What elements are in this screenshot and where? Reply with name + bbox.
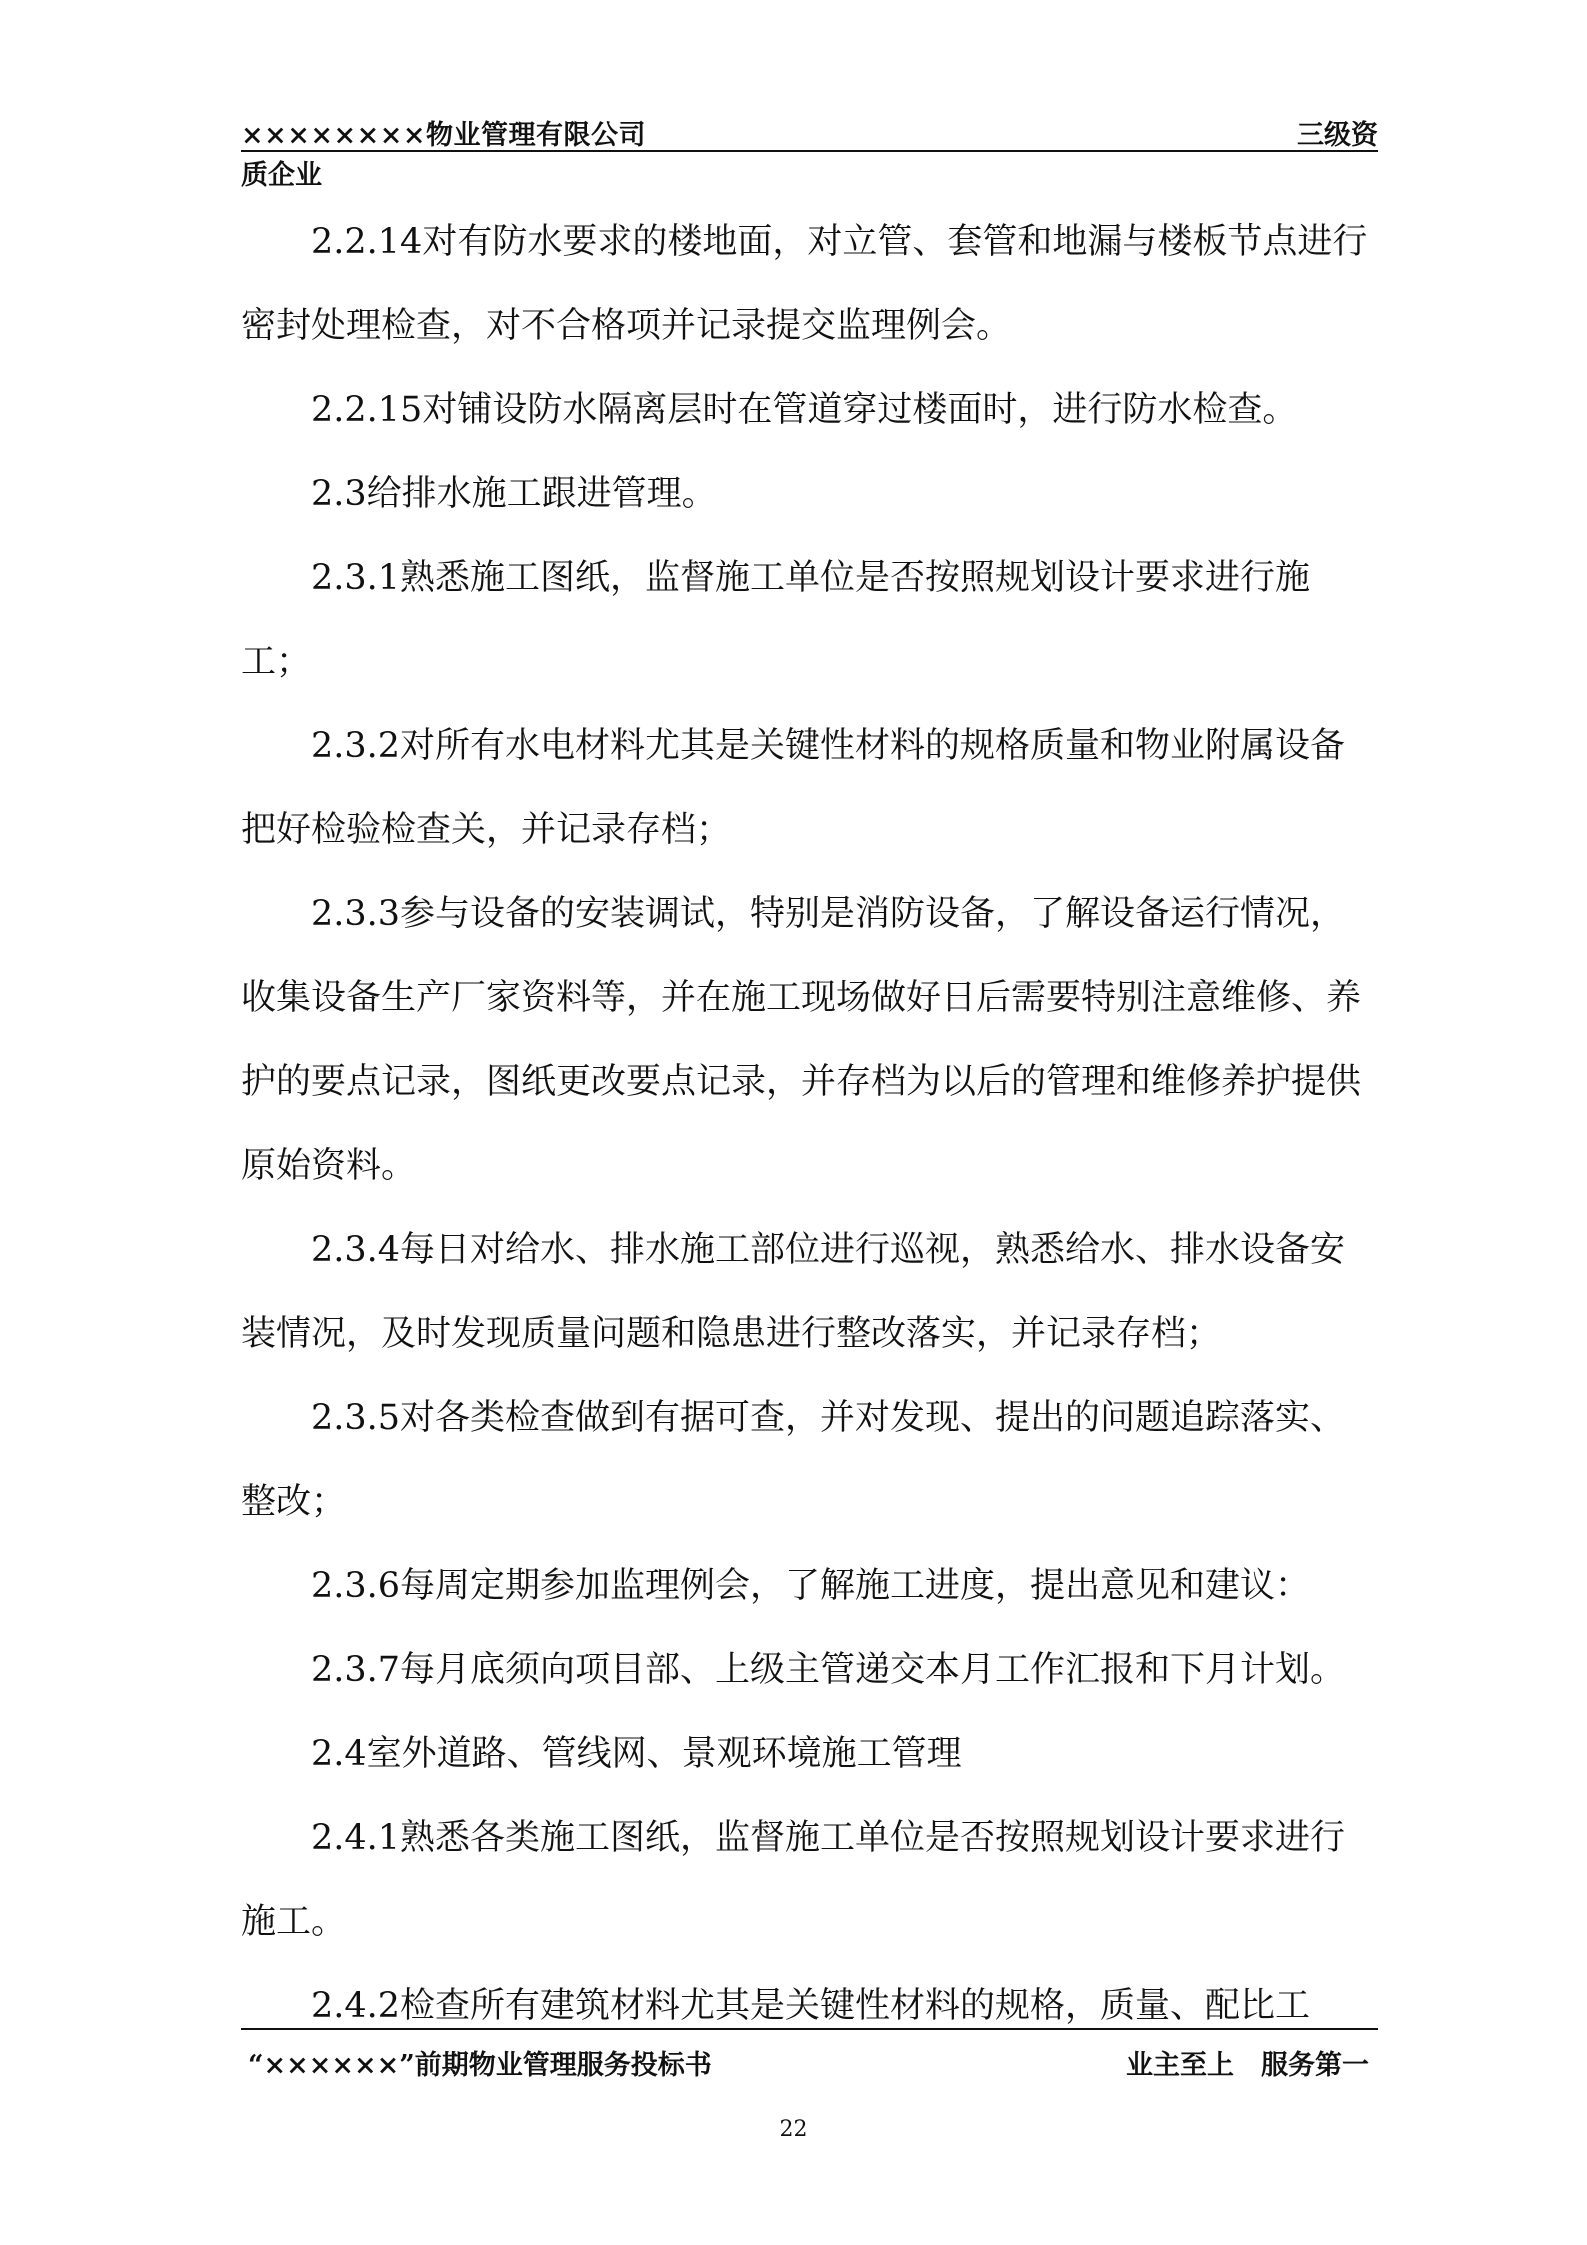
- header-qualification: 三级资: [1297, 120, 1378, 151]
- paragraph-2-3-6: 2.3.6每周定期参加监理例会，了解施工进度，提出意见和建议：: [311, 1566, 1311, 1606]
- page-number: 22: [779, 2117, 808, 2142]
- paragraph-2-3-1: 2.3.1熟悉施工图纸，监督施工单位是否按照规划设计要求进行施工；: [241, 558, 1311, 682]
- header-company-name: ××××××××物业管理有限公司: [241, 120, 646, 151]
- header-divider: [241, 150, 1378, 152]
- paragraph-2-3-2: 2.3.2对所有水电材料尤其是关键性材料的规格质量和物业附属设备把好检验检查关，并记录存档；: [241, 726, 1346, 850]
- paragraph-2-3: 2.3给排水施工跟进管理。: [311, 474, 717, 514]
- paragraph-2-2-14: 2.2.14对有防水要求的楼地面，对立管、套管和地漏与楼板节点进行密封处理检查，对不合格项并记录提交监理例会。: [241, 222, 1368, 346]
- paragraph-2-4: 2.4室外道路、管线网、景观环境施工管理: [311, 1734, 962, 1774]
- paragraph-2-3-3: 2.3.3参与设备的安装调试，特别是消防设备，了解设备运行情况，收集设备生产厂家资料等，并在施工现场做好日后需要特别注意维修、养护的要点记录，图纸更改要点记录，并存档为以后的管理和维修养护提供原始资料。: [241, 894, 1362, 1186]
- paragraph-2-4-2: 2.4.2检查所有建筑材料尤其是关键性材料的规格，质量、配比工: [311, 1986, 1311, 2026]
- paragraph-2-3-5: 2.3.5对各类检查做到有据可查，并对发现、提出的问题追踪落实、整改；: [241, 1398, 1346, 1522]
- paragraph-2-3-4: 2.3.4每日对给水、排水施工部位进行巡视，熟悉给水、排水设备安装情况，及时发现质量问题和隐患进行整改落实，并记录存档；: [241, 1230, 1346, 1354]
- paragraph-2-3-7: 2.3.7每月底须向项目部、上级主管递交本月工作汇报和下月计划。: [311, 1650, 1346, 1690]
- paragraph-2-4-1: 2.4.1熟悉各类施工图纸，监督施工单位是否按照规划设计要求进行施工。: [241, 1818, 1346, 1942]
- document-body: [241, 200, 1378, 2048]
- footer-divider: [241, 2028, 1378, 2030]
- footer-slogan: 业主至上 服务第一: [1126, 2050, 1369, 2081]
- footer-document-title: “××××××”前期物业管理服务投标书: [248, 2050, 712, 2081]
- header-qualification-continued: 质企业: [241, 160, 322, 191]
- paragraph-2-2-15: 2.2.15对铺设防水隔离层时在管道穿过楼面时，进行防水检查。: [311, 390, 1298, 430]
